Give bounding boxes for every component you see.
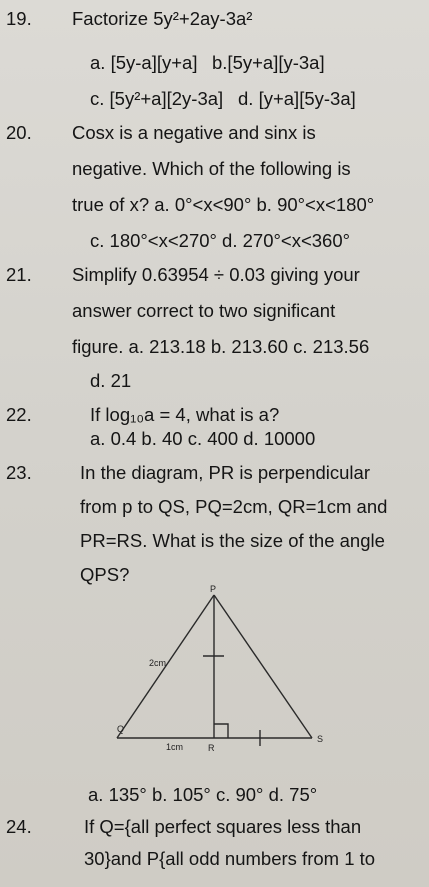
label-q: Q [117,724,125,734]
side-ps [214,595,312,738]
option-c: c. [5y²+a][2y-3a] [90,88,224,109]
label-s: S [317,734,324,744]
question-number: 24. [6,816,32,837]
label-pq-length: 2cm [149,658,167,668]
question-stem: Factorize 5y²+2ay-3a² [72,8,253,29]
question-line: Simplify 0.63954 ÷ 0.03 giving your [72,264,360,285]
question-line: QPS? [80,564,130,585]
question-line: If Q={all perfect squares less than [84,816,362,837]
option-d: d. [y+a][5y-3a] [238,88,356,109]
question-line: PR=RS. What is the size of the angle [80,530,385,551]
question-number: 21. [6,264,32,285]
option-b: b.[5y+a][y-3a] [212,52,325,73]
question-line: Cosx is a negative and sinx is [72,122,316,143]
question-number: 23. [6,462,32,483]
right-angle-marker [214,724,228,738]
question-line: c. 180°<x<270° d. 270°<x<360° [90,230,351,251]
label-qr-length: 1cm [166,742,184,752]
question-line: In the diagram, PR is perpendicular [80,462,370,483]
option-a: a. [5y-a][y+a] [90,52,198,73]
question-line: d. 21 [90,370,132,391]
question-number: 22. [6,404,32,425]
question-line: 30}and P{all odd numbers from 1 to [84,848,376,869]
question-line: true of x? a. 0°<x<90° b. 90°<x<180° [72,194,375,215]
question-number: 20. [6,122,32,143]
label-p: P [210,584,217,594]
question-line: negative. Which of the following is [72,158,351,179]
question-options: a. 0.4 b. 40 c. 400 d. 10000 [90,428,316,449]
question-line: If log₁₀a = 4, what is a? [90,404,280,425]
question-options: a. 135° b. 105° c. 90° d. 75° [88,784,318,805]
question-line: from p to QS, PQ=2cm, QR=1cm and [80,496,388,517]
question-line: figure. a. 213.18 b. 213.60 c. 213.56 [72,336,370,357]
question-line: answer correct to two significant [72,300,336,321]
triangle-diagram [100,580,340,760]
question-number: 19. [6,8,32,29]
label-r: R [208,743,215,753]
